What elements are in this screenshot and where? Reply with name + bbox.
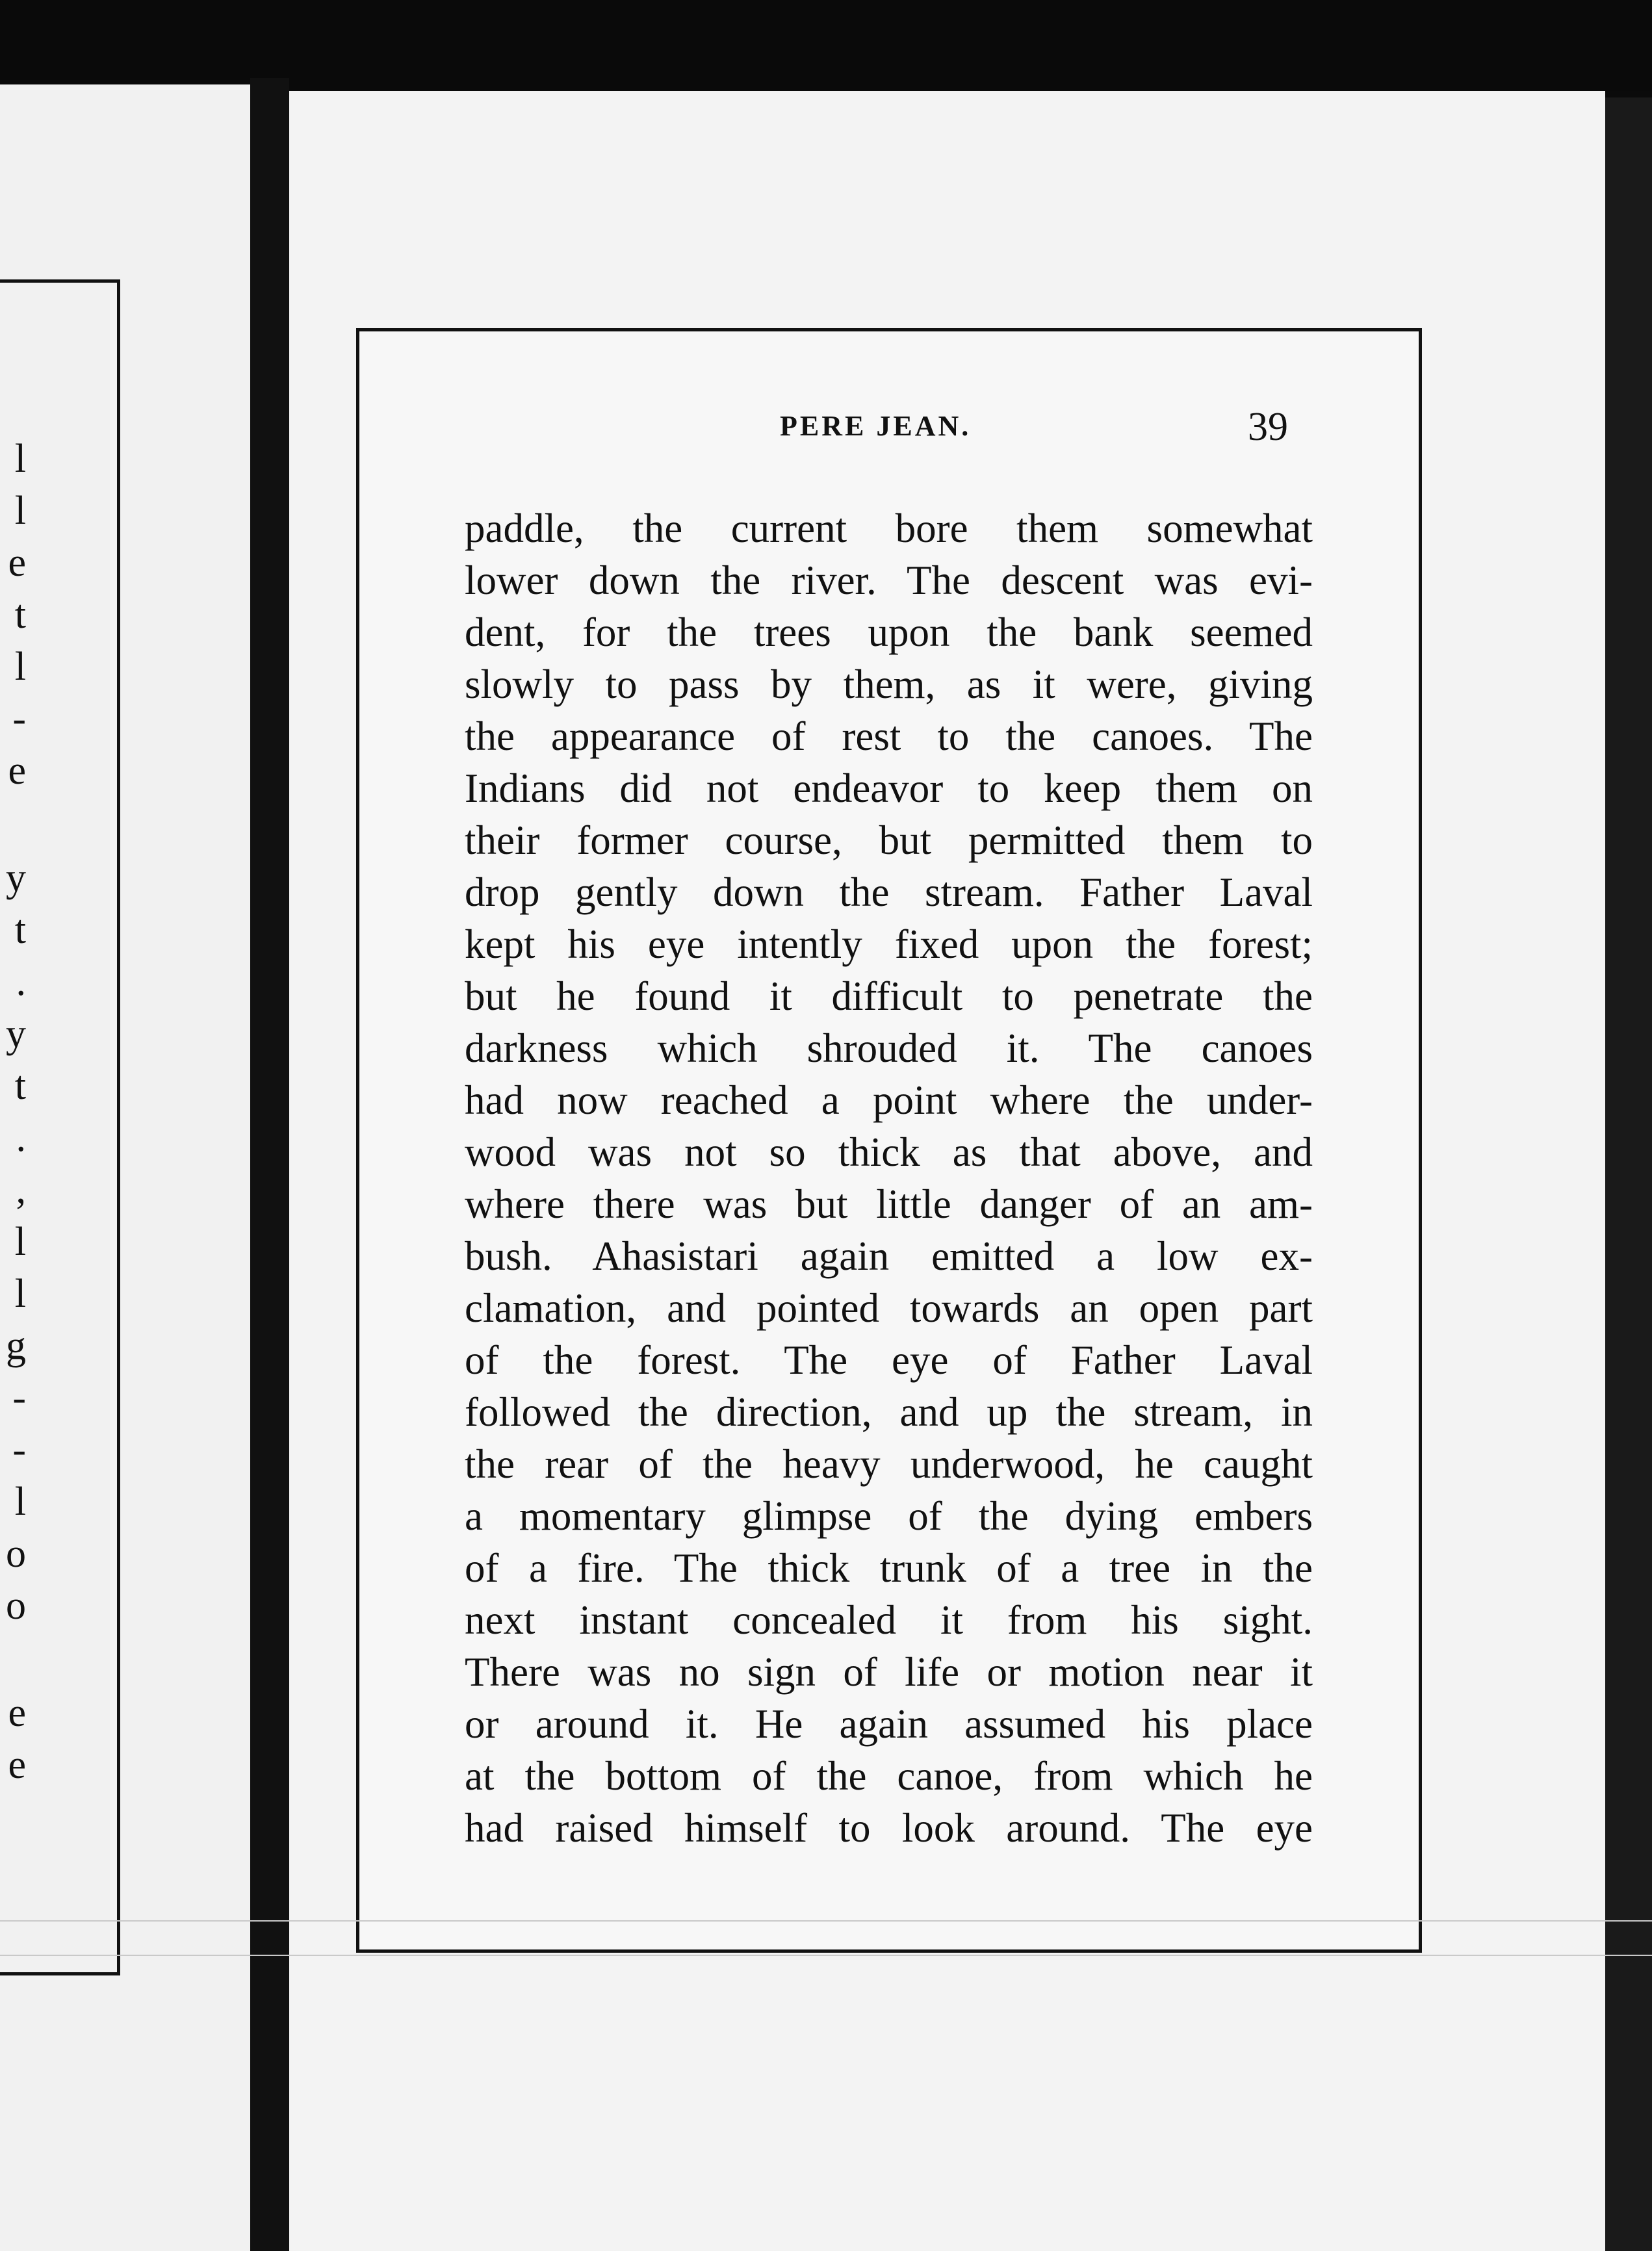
text-line: or around it. He again assumed his place bbox=[465, 1701, 1313, 1747]
left-line-ending: . bbox=[16, 1116, 26, 1160]
text-line: paddle, the current bore them somewhat bbox=[465, 506, 1313, 551]
text-line: lower down the river. The descent was evi- bbox=[465, 558, 1313, 603]
left-line-ending: l bbox=[14, 645, 26, 689]
text-line: dent, for the trees upon the bank seemed bbox=[465, 610, 1313, 655]
running-head: PERE JEAN. bbox=[780, 410, 972, 442]
text-line: Indians did not endeavor to keep them on bbox=[465, 765, 1313, 811]
text-line: slowly to pass by them, as it were, giving bbox=[465, 662, 1313, 707]
text-line: darkness which shrouded it. The canoes bbox=[465, 1025, 1313, 1071]
left-line-ending: o bbox=[6, 1584, 26, 1628]
text-line: where there was but little danger of an am- bbox=[465, 1181, 1313, 1227]
text-line: next instant concealed it from his sight. bbox=[465, 1597, 1313, 1643]
page-number: 39 bbox=[1248, 405, 1288, 449]
left-line-ending: l bbox=[14, 1272, 26, 1316]
text-line: had raised himself to look around. The eye bbox=[465, 1805, 1313, 1851]
text-line: but he found it difficult to penetrate the bbox=[465, 973, 1313, 1019]
left-line-ending: - bbox=[12, 1376, 26, 1420]
left-line-ending: g bbox=[6, 1324, 26, 1368]
text-line: at the bottom of the canoe, from which he bbox=[465, 1753, 1313, 1799]
left-line-ending: t bbox=[14, 908, 26, 952]
left-line-ending: l bbox=[14, 489, 26, 533]
left-line-ending: e bbox=[8, 749, 26, 793]
text-line: drop gently down the stream. Father Laval bbox=[465, 869, 1313, 915]
body-text bbox=[465, 502, 1313, 1854]
text-line: wood was not so thick as that above, and bbox=[465, 1129, 1313, 1175]
left-line-ending: l bbox=[14, 437, 26, 481]
left-line-ending: . bbox=[16, 960, 26, 1004]
text-line: a momentary glimpse of the dying embers bbox=[465, 1493, 1313, 1539]
scan-top-border bbox=[0, 0, 1652, 91]
text-line: of a fire. The thick trunk of a tree in the bbox=[465, 1545, 1313, 1591]
left-line-ending: l bbox=[14, 1480, 26, 1524]
scan-artifact-line bbox=[0, 1920, 1652, 1922]
text-line: of the forest. The eye of Father Laval bbox=[465, 1337, 1313, 1383]
left-line-ending: l bbox=[14, 1220, 26, 1264]
text-line: the appearance of rest to the canoes. The bbox=[465, 714, 1313, 759]
text-line: the rear of the heavy underwood, he caught bbox=[465, 1441, 1313, 1487]
left-line-ending: t bbox=[14, 593, 26, 637]
text-line: There was no sign of life or motion near it bbox=[465, 1649, 1313, 1695]
left-line-ending: - bbox=[12, 697, 26, 741]
book-gutter bbox=[250, 78, 289, 2251]
left-facing-page bbox=[0, 84, 250, 2251]
text-line: clamation, and pointed towards an open part bbox=[465, 1285, 1313, 1331]
text-line: kept his eye intently fixed upon the forest; bbox=[465, 921, 1313, 967]
right-page-edge bbox=[1605, 97, 1652, 2251]
left-line-ending: , bbox=[16, 1168, 26, 1212]
left-line-ending: o bbox=[6, 1532, 26, 1576]
left-line-ending: - bbox=[12, 1428, 26, 1472]
text-line: their former course, but permitted them to bbox=[465, 817, 1313, 863]
left-line-ending: t bbox=[14, 1064, 26, 1108]
text-line: had now reached a point where the under- bbox=[465, 1077, 1313, 1123]
left-line-ending: e bbox=[8, 1691, 26, 1735]
left-line-ending: e bbox=[8, 1743, 26, 1787]
text-line: bush. Ahasistari again emitted a low ex- bbox=[465, 1233, 1313, 1279]
left-line-ending: e bbox=[8, 541, 26, 585]
left-line-ending: y bbox=[6, 1012, 26, 1056]
text-line: followed the direction, and up the stream, in bbox=[465, 1389, 1313, 1435]
scan-artifact-line bbox=[0, 1955, 1652, 1956]
left-line-ending: y bbox=[6, 856, 26, 900]
